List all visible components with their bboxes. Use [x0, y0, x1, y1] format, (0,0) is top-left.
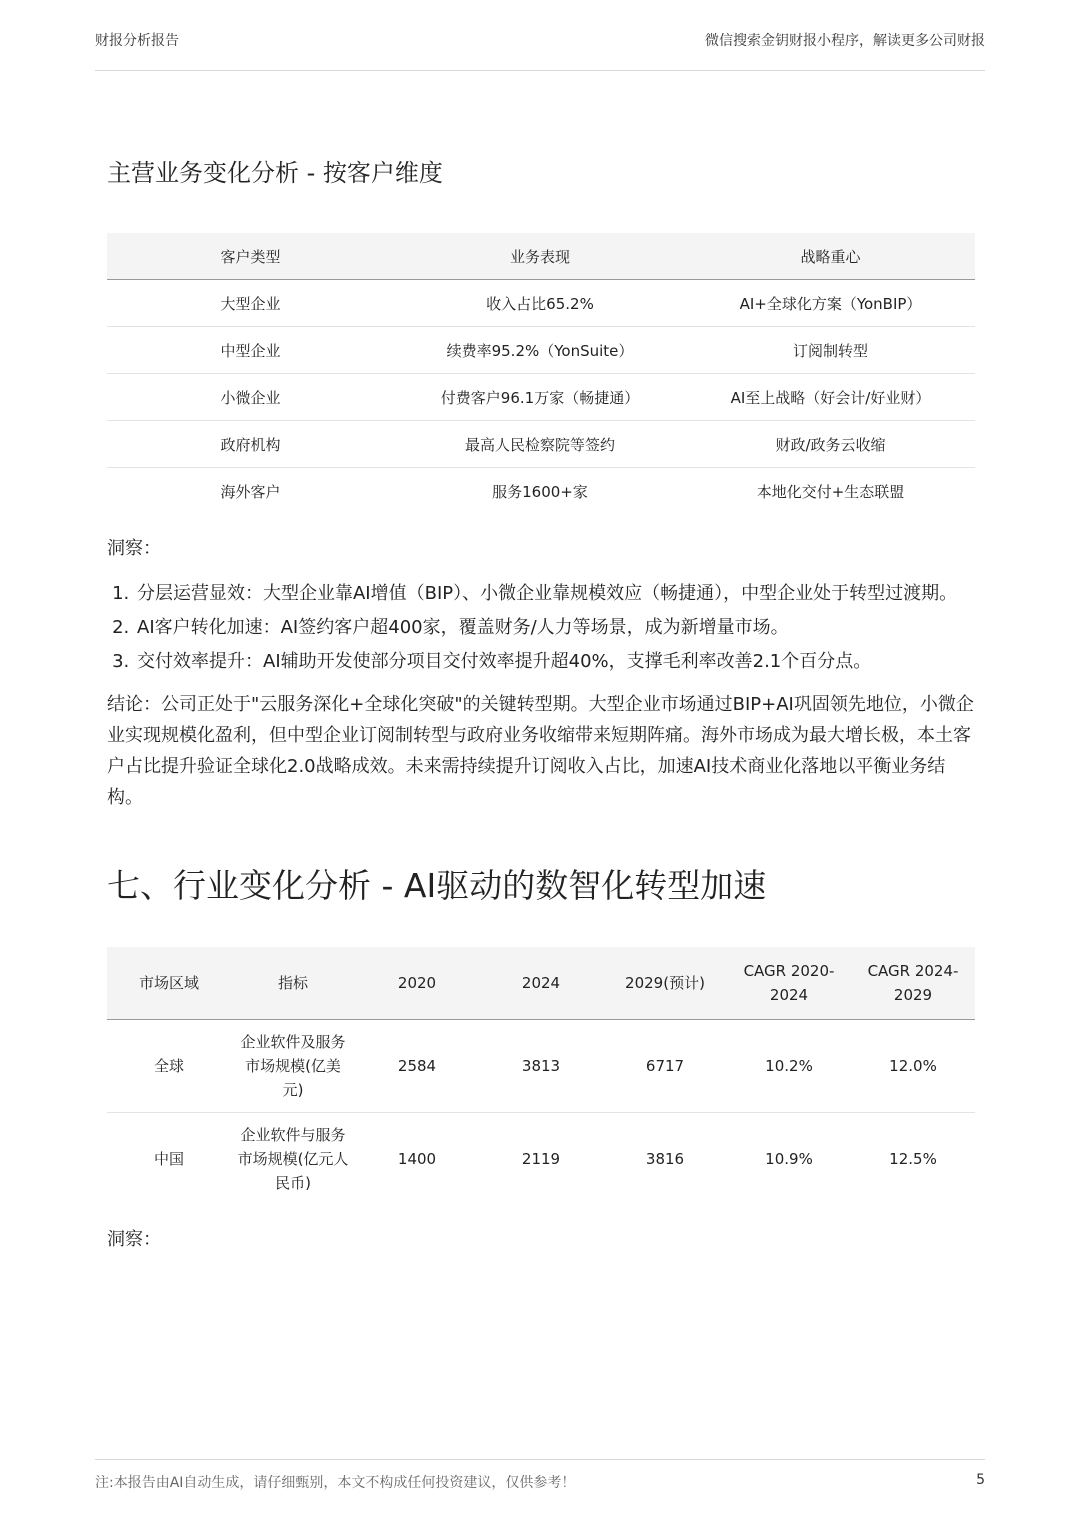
table-cell: 中型企业: [107, 327, 394, 374]
table-cell: 服务1600+家: [492, 482, 588, 501]
table-cell: 最高人民检察院等签约: [394, 421, 686, 468]
insight-label: 洞察：: [107, 538, 161, 559]
page-content: [107, 150, 975, 1269]
column-header: 指标: [231, 947, 355, 1020]
page-number: 5: [976, 1472, 985, 1488]
column-header: 业务表现: [394, 233, 686, 280]
table-cell: 本地化交付+生态联盟: [756, 482, 905, 501]
table-row: [107, 327, 975, 374]
table-cell: 10.2%: [727, 1020, 851, 1113]
table-cell: 政府机构: [107, 421, 394, 468]
conclusion-paragraph: 结论：公司正处于"云服务深化+全球化突破"的关键转型期。大型企业市场通过BIP+AI巩固领先地位，小微企业实现规模化盈利，但中型企业订阅制转型与政府业务收缩带来短期阵痛。海外市场成为最大增长极，本土客户占比提升验证全球化2.0战略成效。未来需持续提升订阅收入占比，加速AI技术商业化落地以平衡业务结构。: [107, 694, 974, 808]
column-header: 2024: [479, 947, 603, 1020]
table-cell: 中国: [153, 1150, 184, 1168]
table-row: [107, 1113, 975, 1206]
customer-section-title: 主营业务变化分析 - 按客户维度: [107, 159, 443, 187]
table-row: [107, 1020, 975, 1113]
industry-section-title: 七、行业变化分析 - AI驱动的数智化转型加速: [107, 866, 767, 905]
table-cell: 企业软件及服务市场规模(亿美元): [231, 1020, 355, 1113]
table-cell: 1400: [397, 1150, 437, 1168]
report-label: 财报分析报告: [95, 33, 179, 49]
table-cell: 2119: [521, 1150, 561, 1168]
column-header: 2020: [355, 947, 479, 1020]
column-header: 市场区域: [107, 947, 231, 1020]
insight-label: 洞察：: [107, 1229, 161, 1250]
column-header: 客户类型: [107, 233, 394, 280]
list-item: 3. 交付效率提升：AI辅助开发使部分项目交付效率提升超40%，支撑毛利率改善2.1个百分点。: [135, 646, 975, 677]
list-item: 2. AI客户转化加速：AI签约客户超400家，覆盖财务/人力等场景，成为新增量市场。: [135, 612, 975, 643]
industry-table: [107, 947, 975, 1205]
table-cell: 10.9%: [765, 1150, 813, 1168]
promo-text: 微信搜索金钥财报小程序，解读更多公司财报: [705, 33, 985, 49]
table-cell: 12.0%: [851, 1020, 975, 1113]
table-cell: 大型企业: [107, 280, 394, 327]
column-header: 2029(预计): [603, 947, 727, 1020]
page-header: [95, 24, 985, 71]
column-header: CAGR 2024-2029: [851, 947, 975, 1020]
table-cell: 订阅制转型: [686, 327, 975, 374]
column-header: CAGR 2020-2024: [727, 947, 851, 1020]
disclaimer-note: 注:本报告由AI自动生成，请仔细甄别，本文不构成任何投资建议，仅供参考！: [95, 1475, 576, 1491]
table-cell: AI+全球化方案（YonBIP）: [686, 280, 975, 327]
table-cell: 企业软件与服务市场规模(亿元人民币): [237, 1126, 349, 1192]
table-cell: 付费客户96.1万家（畅捷通）: [394, 374, 686, 421]
table-cell: 3813: [479, 1020, 603, 1113]
list-item: 1. 分层运营显效：大型企业靠AI增值（BIP）、小微企业靠规模效应（畅捷通），中型企业处于转型过渡期。: [135, 578, 975, 609]
column-header: 战略重心: [686, 233, 975, 280]
table-cell: 2584: [355, 1020, 479, 1113]
table-row: [107, 421, 975, 468]
table-row: [107, 280, 975, 327]
table-header-row: [107, 233, 975, 280]
insight-list: [107, 578, 975, 677]
table-cell: 6717: [603, 1020, 727, 1113]
table-row: [107, 374, 975, 421]
page-footer: [95, 1459, 985, 1504]
table-row: [107, 468, 975, 515]
table-cell: 3816: [645, 1150, 685, 1168]
table-cell: 续费率95.2%（YonSuite）: [394, 327, 686, 374]
table-cell: 小微企业: [107, 374, 394, 421]
table-cell: 财政/政务云收缩: [686, 421, 975, 468]
table-cell: 收入占比65.2%: [394, 280, 686, 327]
table-cell: 全球: [107, 1020, 231, 1113]
customer-table: [107, 233, 975, 514]
table-cell: AI至上战略（好会计/好业财）: [686, 374, 975, 421]
table-header-row: [107, 947, 975, 1020]
table-cell: 海外客户: [220, 482, 281, 501]
table-cell: 12.5%: [889, 1150, 937, 1168]
